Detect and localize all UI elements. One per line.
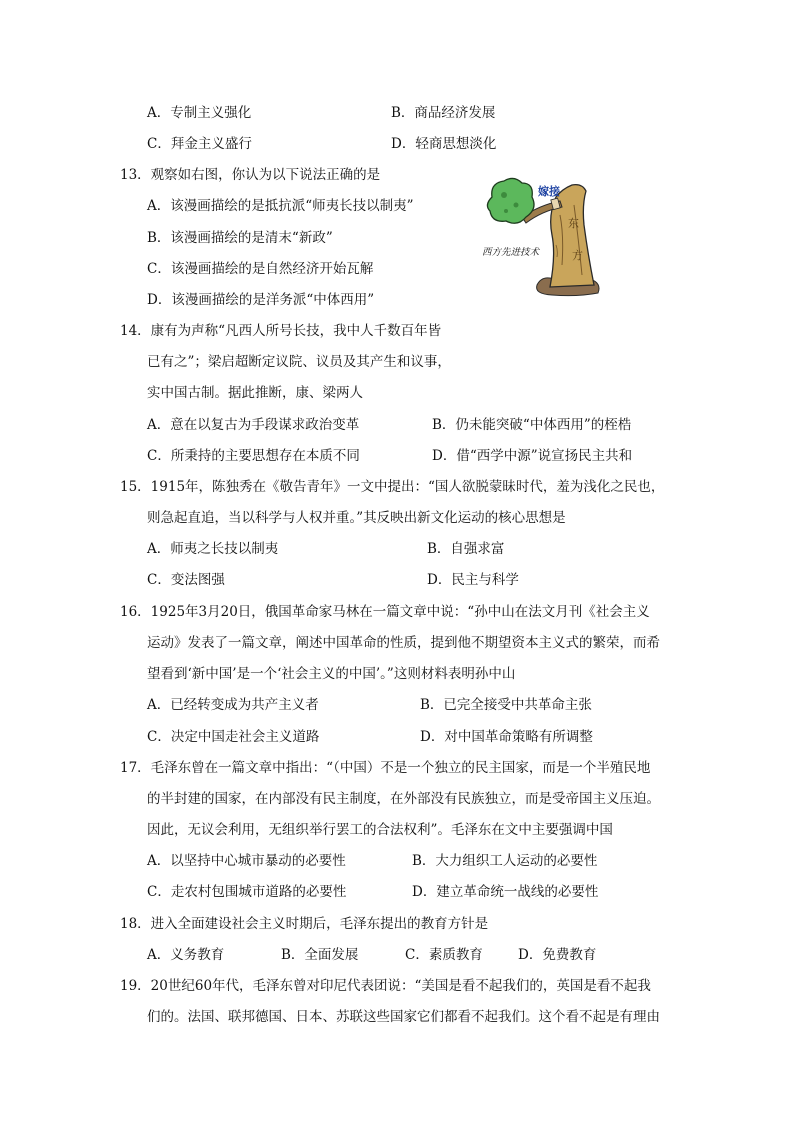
q16-stem-line-2: 运动》发表了一篇文章，阐述中国革命的性质，提到他不期望资本主义式的繁荣，而希	[147, 635, 660, 651]
q14-option-a: A．意在以复古为手段谋求政治变革	[147, 417, 360, 433]
q12-option-c: C．拜金主义盛行	[147, 136, 252, 152]
q19-stem-line-2: 们的。法国、联邦德国、日本、苏联这些国家它们都看不起我们。这个看不起是有理由	[147, 1009, 660, 1025]
q17-stem-line-3: 因此，无议会利用，无组织举行罢工的合法权利”。毛泽东在文中主要强调中国	[147, 822, 613, 838]
q16-stem-line-3: 望看到‘新中国’是一个‘社会主义的中国’。”这则材料表明孙中山	[147, 666, 516, 682]
q16-option-b: B．已完全接受中共革命主张	[420, 697, 592, 713]
q17-option-c: C．走农村包围城市道路的必要性	[147, 884, 347, 900]
q14-option-d: D．借“西学中源”说宣扬民主共和	[432, 448, 633, 464]
q12-option-b: B．商品经济发展	[391, 105, 496, 121]
q18-stem: 18．进入全面建设社会主义时期后，毛泽东提出的教育方针是	[120, 916, 489, 932]
cartoon-label-graft: 嫁接	[538, 185, 560, 198]
q16-option-d: D．对中国革命策略有所调整	[420, 729, 593, 745]
q12-option-a: A．专制主义强化	[147, 105, 252, 121]
q14-option-c: C．所秉持的主要思想存在本质不同	[147, 448, 360, 464]
q17-option-b: B．大力组织工人运动的必要性	[412, 853, 598, 869]
q13-option-a: A．该漫画描绘的是抵抗派“师夷长技以制夷”	[147, 198, 414, 214]
q15-option-a: A．师夷之长技以制夷	[147, 541, 279, 557]
q18-option-d: D．免费教育	[518, 947, 597, 963]
q15-option-b: B．自强求富	[427, 541, 505, 557]
q18-option-b: B．全面发展	[281, 947, 359, 963]
q15-stem-line-1: 15．1915年，陈独秀在《敬告青年》一文中提出：“国人欲脱蒙昧时代，羞为浅化之民也，	[120, 479, 665, 495]
q15-option-d: D．民主与科学	[427, 572, 519, 588]
q18-option-c: C．素质教育	[405, 947, 483, 963]
q16-stem-line-1: 16．1925年3月20日，俄国革命家马林在一篇文章中说：“孙中山在法文月刊《社会主义	[120, 604, 650, 620]
q14-stem-line-3: 实中国古制。据此推断，康、梁两人	[147, 385, 363, 401]
q17-option-d: D．建立革命统一战线的必要性	[412, 884, 599, 900]
q17-stem-line-1: 17．毛泽东曾在一篇文章中指出：“（中国）不是一个独立的民主国家，而是一个半殖民地	[120, 760, 651, 776]
cartoon-label-west: 西方先进技术	[482, 247, 540, 258]
grafting-cartoon-image	[482, 175, 607, 300]
q17-option-a: A．以坚持中心城市暴动的必要性	[147, 853, 346, 869]
q15-option-c: C．变法图强	[147, 572, 225, 588]
q14-stem-line-2: 已有之”；梁启超断定议院、议员及其产生和议事，	[147, 354, 451, 370]
q13-option-b: B．该漫画描绘的是清末“新政”	[147, 230, 333, 246]
q16-option-a: A．已经转变成为共产主义者	[147, 697, 319, 713]
cartoon-trunk-char-1: 东	[568, 217, 579, 230]
q14-stem-line-1: 14．康有为声称“凡西人所号长技，我中人千数百年皆	[120, 323, 442, 339]
q19-stem-line-1: 19．20世纪60年代，毛泽东曾对印尼代表团说：“美国是看不起我们的，英国是看不起我	[120, 978, 651, 994]
q13-option-c: C．该漫画描绘的是自然经济开始瓦解	[147, 261, 374, 277]
q14-option-b: B．仍未能突破“中体西用”的桎梏	[432, 417, 632, 433]
q13-stem: 13．观察如右图，你认为以下说法正确的是	[120, 167, 381, 183]
q15-stem-line-2: 则急起直追，当以科学与人权并重。”其反映出新文化运动的核心思想是	[147, 510, 566, 526]
q13-option-d: D．该漫画描绘的是洋务派“中体西用”	[147, 292, 375, 308]
q12-option-d: D．轻商思想淡化	[391, 136, 497, 152]
q17-stem-line-2: 的半封建的国家，在内部没有民主制度，在外部没有民族独立，而是受帝国主义压迫。	[147, 791, 660, 807]
q18-option-a: A．义务教育	[147, 947, 225, 963]
cartoon-trunk-char-2: 方	[572, 249, 583, 262]
q16-option-c: C．决定中国走社会主义道路	[147, 729, 320, 745]
